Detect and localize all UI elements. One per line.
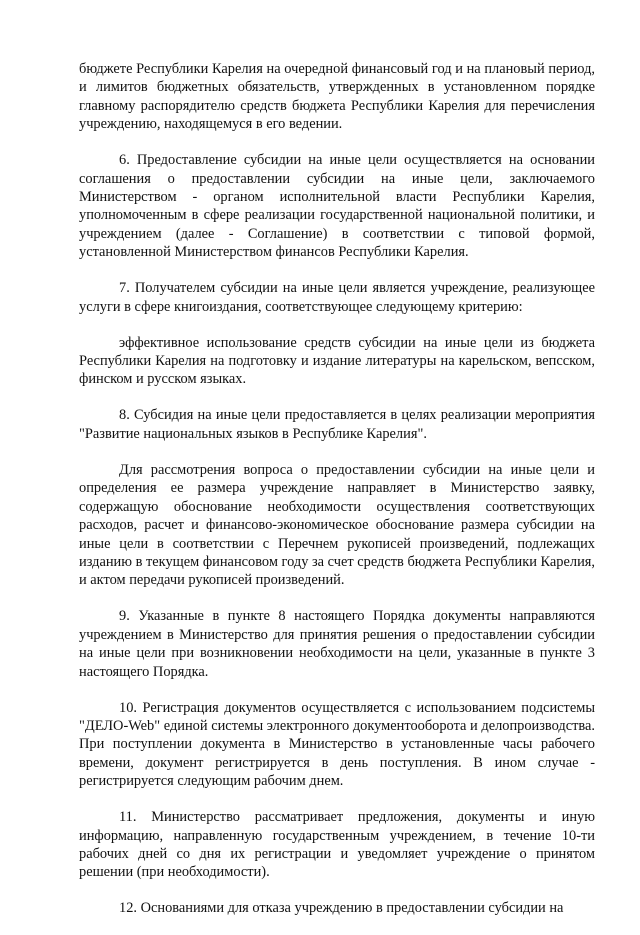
document-page <box>79 60 595 935</box>
paragraph-7: 7. Получателем субсидии на иные цели является учреждение, реализующее услуги в сфере книгоиздания, соответствующее следующему критерию: <box>79 280 595 315</box>
paragraph-12: 12. Основаниями для отказа учреждению в предоставлении субсидии на <box>119 900 564 917</box>
paragraph-continuation: бюджете Республики Карелия на очередной финансовый год и на плановый период, и лимитов бюджетных обязательств, утвержденных в установленном порядке главному распорядителю средств бюджета Республики Карелия для перечисления учреждению, находящемуся в его ведении. <box>79 61 595 133</box>
paragraph-11: 11. Министерство рассматривает предложения, документы и иную информацию, направленную государственным учреждением, в течение 10-ти рабочих дней со дня их регистрации и уведомляет учреждение о принятом решении (при необходимости). <box>79 809 595 881</box>
paragraph-7-criterion: эффективное использование средств субсидии на иные цели из бюджета Республики Карелия на подготовку и издание литературы на карельском, вепсском, финском и русском языках. <box>79 334 595 388</box>
paragraph-6: 6. Предоставление субсидии на иные цели осуществляется на основании соглашения о предоставлении субсидии на иные цели, заключаемого Министерством - органом исполнительной власти Республики Карелия, уполномоченным в сфере реализации государственной национальной политики, и учреждением (далее - Соглашение) в соответствии с типовой формой, установленной Министерством финансов Республики Карелия. <box>79 152 595 261</box>
paragraph-9: 9. Указанные в пункте 8 настоящего Порядка документы направляются учреждением в Министерство для принятия решения о предоставлении субсидии на иные цели при возникновении необходимости на цели, указанные в пункте 3 настоящего Порядка. <box>79 608 595 680</box>
paragraph-8: 8. Субсидия на иные цели предоставляется в целях реализации мероприятия "Развитие национальных языков в Республике Карелия". <box>79 407 595 442</box>
paragraph-8-application: Для рассмотрения вопроса о предоставлении субсидии на иные цели и определения ее размера учреждение направляет в Министерство заявку, содержащую обоснование необходимости осуществления соответствующих расходов, расчет и финансово-экономическое обоснование размера субсидии на иные цели в соответствии с Перечнем рукописей произведений, подлежащих изданию в текущем финансовом году за счет средств бюджета Республики Карелия, и актом передачи рукописей произведений. <box>79 461 595 589</box>
paragraph-10: 10. Регистрация документов осуществляется с использованием подсистемы "ДЕЛО-Web" единой системы электронного документооборота и делопроизводства. При поступлении документа в Министерство в установленные часы рабочего времени, документ регистрируется в день поступления. В ином случае - регистрируется следующим рабочим днем. <box>79 699 595 790</box>
